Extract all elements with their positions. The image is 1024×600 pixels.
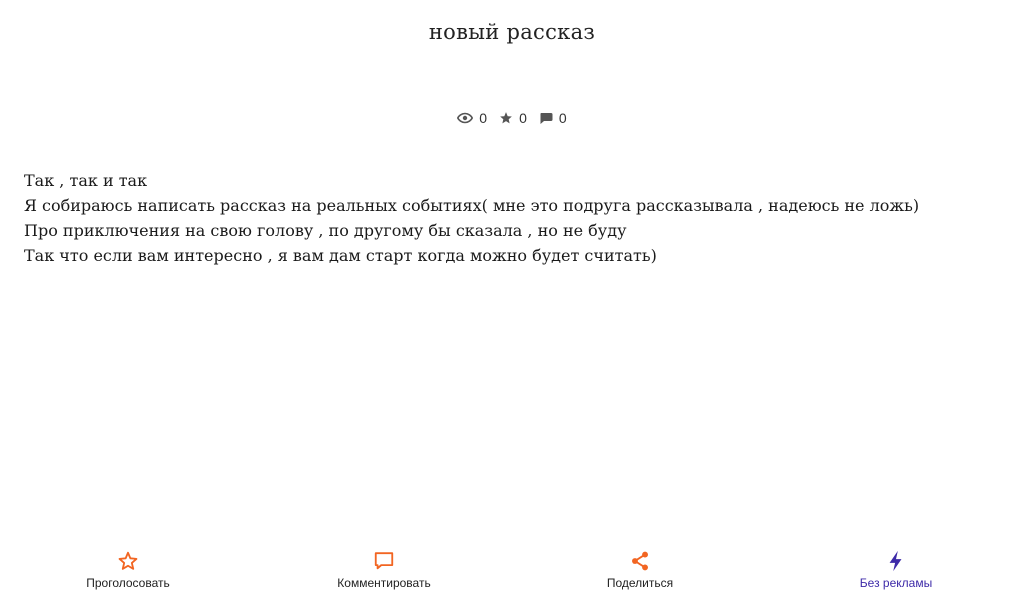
vote-button[interactable] [0, 540, 256, 600]
comment-icon [373, 550, 395, 572]
rating-count: 0 [519, 110, 527, 126]
lightning-icon [885, 550, 907, 572]
no-ads-button[interactable] [768, 540, 1024, 600]
star-outline-icon [117, 550, 139, 572]
star-icon [499, 111, 513, 125]
views-stat [457, 110, 487, 126]
eye-icon [457, 112, 473, 124]
comment-button[interactable] [256, 540, 512, 600]
share-button[interactable] [512, 540, 768, 600]
vote-label: Проголосовать [86, 576, 170, 590]
story-text [24, 168, 1004, 268]
no-ads-label: Без рекламы [859, 576, 933, 590]
bottom-action-bar [0, 540, 1024, 600]
share-icon [629, 550, 651, 572]
comment-label: Комментировать [337, 576, 431, 590]
story-line: Про приключения на свою голову , по другому бы сказала , но не буду [24, 221, 627, 240]
story-line: Я собираюсь написать рассказ на реальных событиях( мне это подруга рассказывала , надеюсь не ложь) [24, 196, 920, 215]
page-title: новый рассказ [428, 20, 596, 44]
comment-bubble-icon [539, 112, 553, 125]
story-line: Так , так и так [24, 171, 148, 190]
story-line: Так что если вам интересно , я вам дам старт когда можно будет считать) [24, 246, 657, 265]
views-count: 0 [479, 110, 488, 126]
share-label: Поделиться [606, 576, 674, 590]
comments-count: 0 [558, 110, 567, 126]
rating-stat [499, 110, 527, 126]
story-stats [0, 110, 1024, 126]
comments-stat [539, 110, 567, 126]
